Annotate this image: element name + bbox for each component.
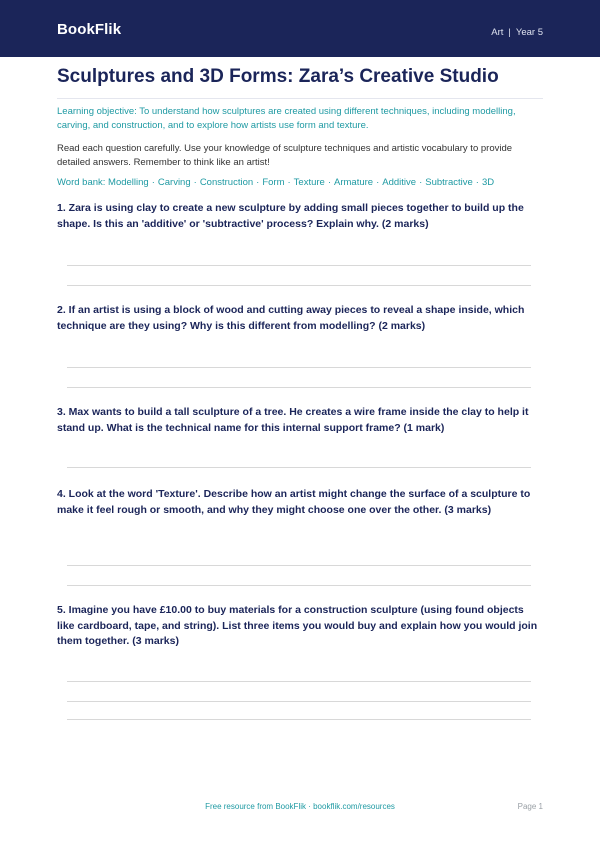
word-bank-word: Armature: [334, 177, 374, 188]
word-bank-label: Word bank:: [57, 177, 106, 188]
word-bank-word: 3D: [481, 177, 495, 188]
word-bank-word: Texture: [293, 177, 325, 188]
word-bank-word: Additive: [382, 177, 417, 188]
word-bank-word: Carving: [157, 177, 191, 188]
word-bank-word: Subtractive: [425, 177, 473, 188]
answer-line[interactable]: [67, 285, 531, 286]
answer-line[interactable]: [67, 565, 531, 566]
question-5: 5. Imagine you have £10.00 to buy materials for a construction sculpture (using found objects like cardboard, tape, and string). List three items you would buy and explain how you would join them together. (3 marks): [57, 604, 538, 647]
question-4: 4. Look at the word 'Texture'. Describe how an artist might change the surface of a sculpture to make it feel rough or smooth, and why they might choose one over the other. (3 marks): [57, 488, 531, 516]
brand-logo[interactable]: BookFlik: [57, 21, 122, 38]
breadcrumb-separator: |: [508, 27, 511, 38]
worksheet-intro: [57, 64, 543, 190]
year-label: Year 5: [515, 27, 543, 38]
answer-line[interactable]: [67, 585, 531, 586]
answer-line[interactable]: [67, 387, 531, 388]
word-bank-word: Form: [262, 177, 285, 188]
page-title: Sculptures and 3D Forms: Zara’s Creative Studio: [57, 66, 499, 87]
footer-credit[interactable]: Free resource from BookFlik · bookflik.com/resources: [205, 802, 395, 811]
question-1: 1. Zara is using clay to create a new sculpture by adding small pieces together to build up the shape. Is this an 'additive' or 'subtractive' process? Explain why. (2 marks): [57, 202, 524, 230]
answer-line[interactable]: [67, 367, 531, 368]
subject-year-breadcrumb: [491, 27, 543, 38]
word-bank: Word bank: Modelling · Carving · Construction · Form · Texture · Armature · Additive · Subtractive · 3D: [57, 177, 495, 188]
answer-line[interactable]: [67, 719, 531, 720]
word-bank-word: Construction: [199, 177, 254, 188]
answer-line[interactable]: [67, 467, 531, 468]
title-divider: [57, 98, 543, 99]
question-2: 2. If an artist is using a block of wood and cutting away pieces to reveal a shape inside, which technique are they using? Why is this different from modelling? (2 marks): [57, 304, 525, 332]
question-3: 3. Max wants to build a tall sculpture of a tree. He creates a wire frame inside the clay to help it stand up. What is the technical name for this internal support frame? (1 mark): [57, 406, 529, 434]
answer-line[interactable]: [67, 701, 531, 702]
word-bank-word: Modelling: [108, 177, 149, 188]
page-number: Page 1: [517, 802, 543, 811]
header-bar: [0, 0, 600, 57]
answer-line[interactable]: [67, 681, 531, 682]
learning-objective: Learning objective: To understand how sculptures are created using different techniques, including modelling, carving, and construction, and to explore how artists use form and texture.: [57, 106, 516, 131]
instructions: Read each question carefully. Use your knowledge of sculpture techniques and artistic vocabulary to provide detailed answers. Remember to think like an artist!: [57, 143, 513, 168]
subject-label: Art: [491, 27, 504, 38]
answer-line[interactable]: [67, 265, 531, 266]
